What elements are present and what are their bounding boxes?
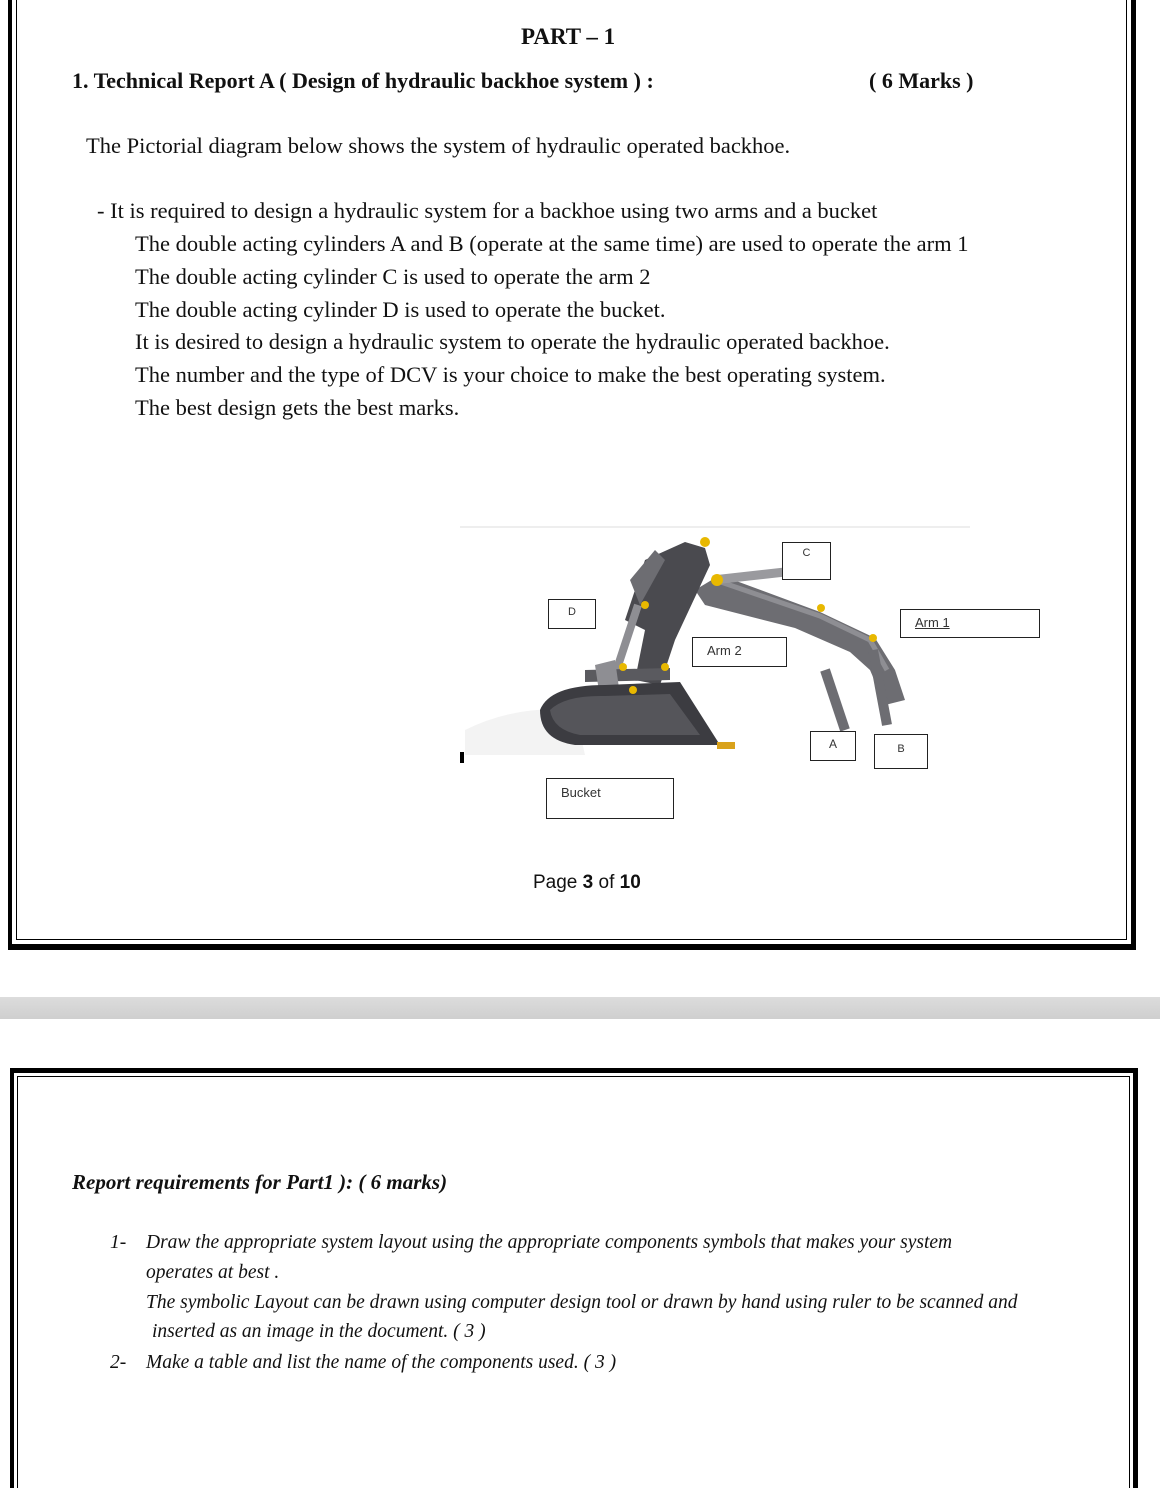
bullet-line: The number and the type of DCV is your choice to make the best operating system. [135,362,886,387]
figure-marker [460,752,464,763]
bullet-line: The double acting cylinder D is used to operate the bucket. [135,297,666,322]
label-bucket: Bucket [546,778,674,819]
backhoe-illustration [455,520,1055,830]
label-a: A [810,731,856,761]
bullet-line: It is desired to design a hydraulic system to operate the hydraulic operated backhoe. [135,329,890,354]
bullet-line: The double acting cylinder C is used to operate the arm 2 [135,264,651,289]
requirement-number: 2- [110,1352,127,1373]
pin-link-2 [661,663,669,671]
page-number [533,872,641,894]
page-of: of [593,872,620,893]
pin-top [700,537,710,547]
requirement-number: 1- [110,1232,127,1253]
part-title: PART – 1 [521,24,616,49]
label-b: B [874,734,928,769]
label-c: C [782,542,831,580]
cylinder-c [713,572,785,580]
page-separator [0,997,1160,1019]
question-title: 1. Technical Report A ( Design of hydraulic backhoe system ) : [72,68,654,93]
label-arm-2: Arm 2 [692,637,787,667]
bucket-tooth [717,742,735,749]
label-arm-1: Arm 1 [900,609,1040,638]
pin-boom-end [869,634,877,642]
page-prefix: Page [533,872,583,893]
pin-stick [641,601,649,609]
pin-bucket [629,686,637,694]
question-marks: ( 6 Marks ) [869,68,974,93]
cylinder-a [825,670,845,730]
pin-boom [711,574,723,586]
requirement-line: Make a table and list the name of the components used. ( 3 ) [146,1352,617,1373]
bullet-line: The best design gets the best marks. [135,395,460,420]
requirements-title: Report requirements for Part1 ): ( 6 marks) [72,1170,448,1194]
requirement-line: operates at best . [146,1262,280,1283]
pin-link-1 [619,663,627,671]
intro-text: The Pictorial diagram below shows the system of hydraulic operated backhoe. [86,133,791,158]
bullet-line: - It is required to design a hydraulic system for a backhoe using two arms and a bucket [97,198,878,223]
pin-boom-mid [817,604,825,612]
requirement-line: inserted as an image in the document. ( 3 ) [152,1321,486,1342]
page-current: 3 [582,872,594,893]
backhoe-figure [455,520,1055,830]
label-d: D [548,599,596,629]
requirement-line: The symbolic Layout can be drawn using computer design tool or drawn by hand using ruler to be scanned and [146,1292,1018,1313]
page-total: 10 [619,872,641,893]
requirement-line: Draw the appropriate system layout using the appropriate components symbols that makes your system [146,1232,953,1253]
bullet-line: The double acting cylinders A and B (operate at the same time) are used to operate the arm 1 [135,231,969,256]
